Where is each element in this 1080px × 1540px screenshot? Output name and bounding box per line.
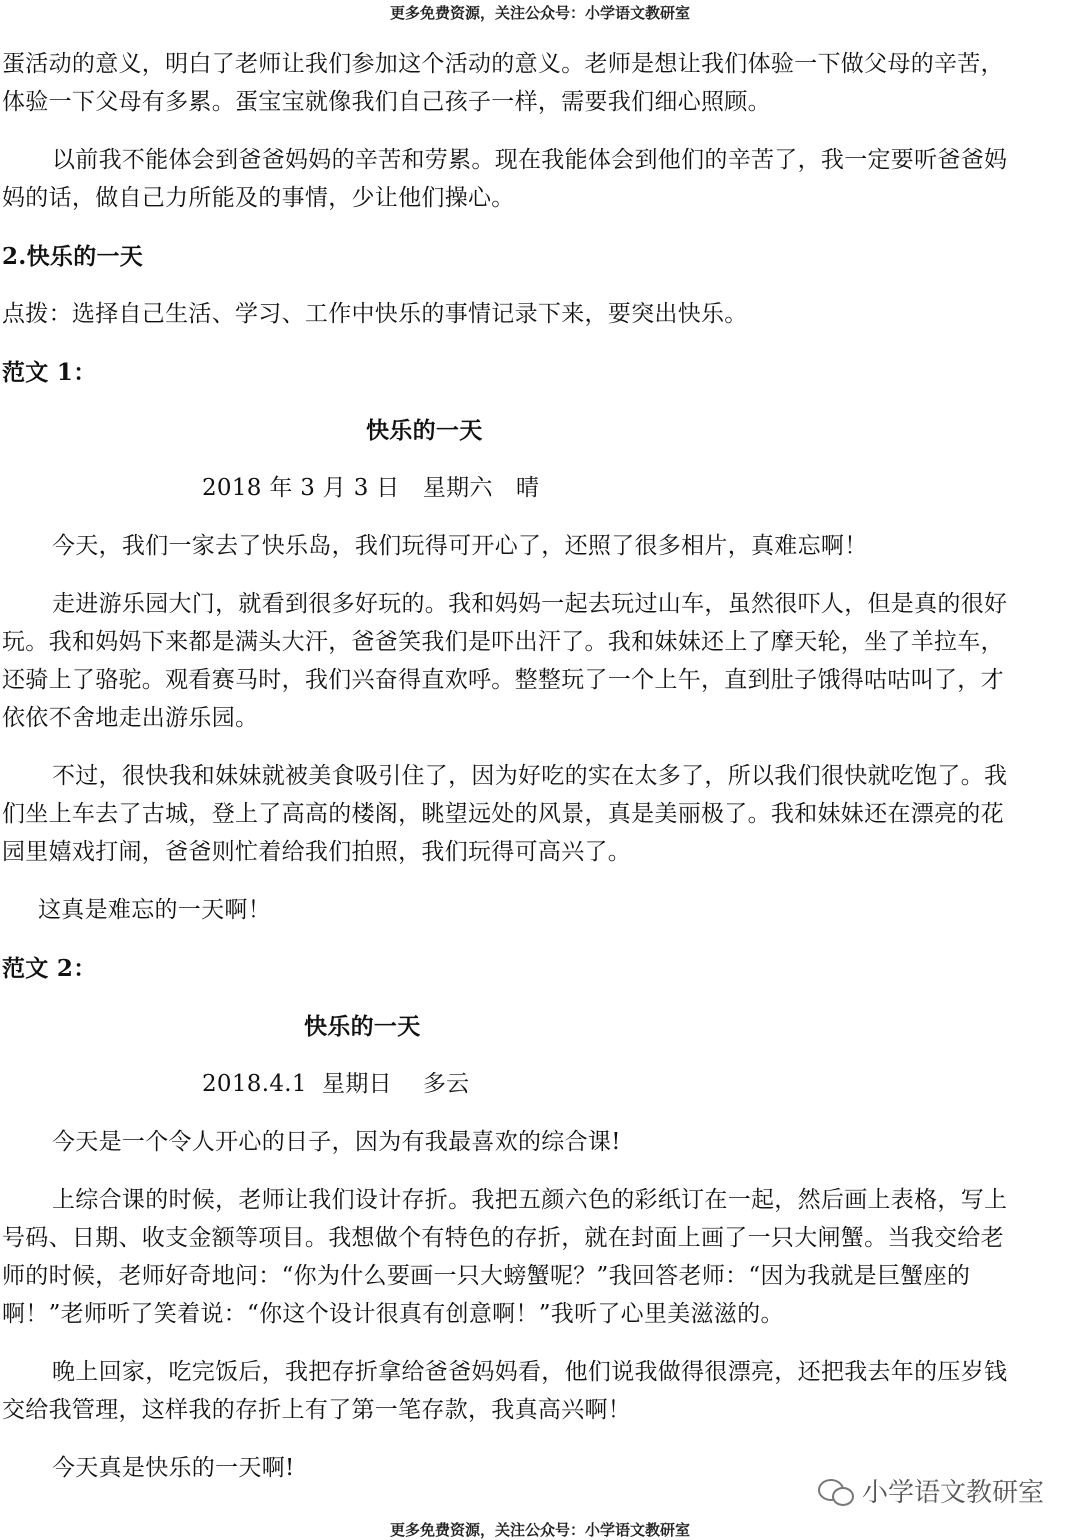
paragraph-line: 号码、日期、收支金额等项目。我想做个有特色的存折，就在封面上画了一只大闸蟹。当我交给老 — [2, 1225, 1004, 1251]
paragraph-line: 以前我不能体会到爸爸妈妈的辛苦和劳累。现在我能体会到他们的辛苦了，我一定要听爸爸妈 — [52, 147, 1008, 173]
wechat-icon — [818, 1477, 854, 1505]
sample-label: 范文 1： — [2, 359, 97, 386]
watermark — [818, 1472, 1044, 1509]
paragraph-line: 体验一下父母有多累。蛋宝宝就像我们自己孩子一样，需要我们细心照顾。 — [2, 89, 771, 115]
essay-date-line: 2018.4.1 星期日 多云 — [202, 1071, 470, 1097]
paragraph-line: 今天，我们一家去了快乐岛，我们玩得可开心了，还照了很多相片，真难忘啊！ — [52, 533, 868, 559]
paragraph-line: 今天是一个令人开心的日子，因为有我最喜欢的综合课! — [52, 1129, 621, 1155]
paragraph-line: 园里嬉戏打闹，爸爸则忙着给我们拍照，我们玩得可高兴了。 — [2, 839, 632, 865]
paragraph-line: 交给我管理，这样我的存折上有了第一笔存款，我真高兴啊！ — [2, 1397, 632, 1423]
sample-label: 范文 2： — [2, 955, 97, 982]
paragraph-line: 啊！”老师听了笑着说：“你这个设计很真有创意啊！”我听了心里美滋滋的。 — [2, 1301, 784, 1327]
page-footer: 更多免费资源，关注公众号：小学语文教研室 — [389, 1521, 690, 1539]
hint-line: 点拨：选择自己生活、学习、工作中快乐的事情记录下来，要突出快乐。 — [2, 301, 748, 327]
watermark-text: 小学语文教研室 — [862, 1478, 1045, 1508]
paragraph-line: 上综合课的时候，老师让我们设计存折。我把五颜六色的彩纸订在一起，然后画上表格，写上 — [52, 1187, 1008, 1213]
paragraph-line: 妈的话，做自己力所能及的事情，少让他们操心。 — [2, 185, 515, 211]
paragraph-line: 今天真是快乐的一天啊! — [52, 1455, 295, 1481]
paragraph-line: 走进游乐园大门，就看到很多好玩的。我和妈妈一起去玩过山车，虽然很吓人，但是真的很好 — [52, 591, 1008, 617]
essay-date-line: 2018 年 3 月 3 日 星期六 晴 — [202, 475, 540, 501]
essay-title: 快乐的一天 — [304, 1013, 421, 1040]
paragraph-line: 玩。我和妈妈下来都是满头大汗，爸爸笑我们是吓出汗了。我和妹妹还上了摩天轮，坐了羊拉车， — [2, 629, 1004, 655]
paragraph-line: 师的时候，老师好奇地问：“你为什么要画一只大螃蟹呢？”我回答老师：“因为我就是巨蟹座的 — [2, 1263, 971, 1289]
paragraph-line: 还骑上了骆驼。观看赛马时，我们兴奋得直欢呼。整整玩了一个上午，直到肚子饿得咕咕叫了，才 — [2, 667, 1004, 693]
paragraph-line: 这真是难忘的一天啊！ — [38, 897, 271, 923]
paragraph-line: 晚上回家，吃完饭后，我把存折拿给爸爸妈妈看，他们说我做得很漂亮，还把我去年的压岁钱 — [52, 1359, 1008, 1385]
page-header: 更多免费资源，关注公众号：小学语文教研室 — [389, 4, 690, 22]
paragraph-line: 蛋活动的意义，明白了老师让我们参加这个活动的意义。老师是想让我们体验一下做父母的辛苦， — [2, 51, 1004, 77]
paragraph-line: 不过，很快我和妹妹就被美食吸引住了，因为好吃的实在太多了，所以我们很快就吃饱了。我 — [52, 763, 1008, 789]
essay-title: 快乐的一天 — [366, 417, 483, 444]
section-heading: 2.快乐的一天 — [2, 243, 144, 270]
paragraph-line: 依依不舍地走出游乐园。 — [2, 705, 259, 731]
paragraph-line: 们坐上车去了古城，登上了高高的楼阁，眺望远处的风景，真是美丽极了。我和妹妹还在漂亮的花 — [2, 801, 1004, 827]
